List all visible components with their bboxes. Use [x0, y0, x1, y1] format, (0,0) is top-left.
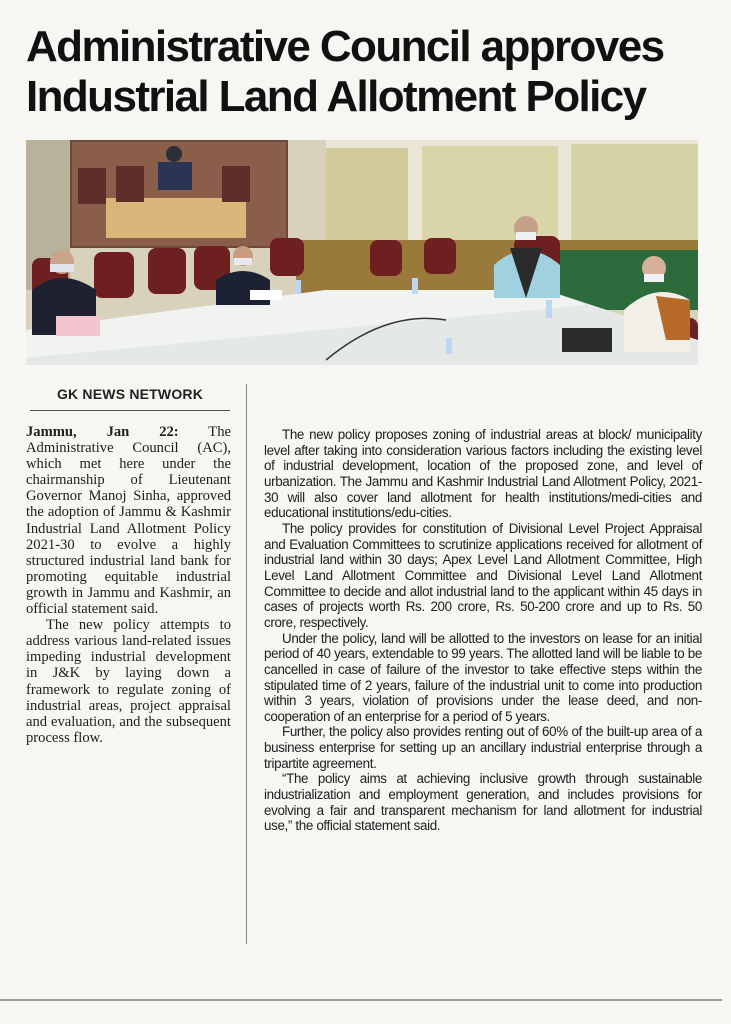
bottom-rule — [0, 999, 722, 1001]
right-paragraph-4: Further, the policy also provides renting out of 60% of the built-up area of a business enterprise for setting up an ancillary industrial enterprise through a tripartite agreement. — [264, 724, 702, 771]
meeting-photo — [26, 140, 698, 365]
left-paragraph-2: The new policy attempts to address various land-related issues impeding industrial development in J&K by laying down a framework to regulate zoning of industrial areas, project appraisal and evaluation, and the subsequent process flow. — [26, 617, 231, 746]
lead-paragraph — [26, 424, 231, 617]
right-paragraph-2: The policy provides for constitution of Divisional Level Project Appraisal and Evaluation Committees to scrutinize applications received for allotment of industrial land within 30 days; Apex Level Land Allotment Committee, High Level Land Allotment Committee and Divisional Level Land Allotment Committee to decide and allot industrial land to the applicant within 45 days in cases of projects worth Rs. 200 crore, Rs. 50-200 crore and up to Rs. 50 crore, respectively. — [264, 520, 702, 630]
lead-text: The Administrative Council (AC), which met here under the chairmanship of Lieutenant Governor Manoj Sinha, approved the adoption of Jammu & Kashmir Industrial Land Allotment Policy 2021-30 to evolve a highly structured industrial land bank for promoting equitable industrial growth in Jammu and Kashmir, an official statement said. — [26, 424, 231, 618]
headline: Administrative Council approves Industrial Land Allotment Policy — [26, 22, 664, 121]
dateline: Jammu, Jan 22: — [26, 424, 179, 440]
left-column — [26, 424, 231, 746]
right-column — [264, 427, 702, 834]
byline: GK NEWS NETWORK — [30, 386, 230, 411]
right-paragraph-1: The new policy proposes zoning of industrial areas at block/ municipality level after taking into consideration various factors including the existing level of industrial development, location of the proposed zone, and level of urbanization. The Jammu and Kashmir Industrial Land Allotment Policy, 2021-30 will also cover land allotment for health institutions/medi-cities and educational institutions/edu-cities. — [264, 427, 702, 521]
column-divider — [246, 384, 247, 944]
right-paragraph-3: Under the policy, land will be allotted to the investors on lease for an initial period of 40 years, extendable to 99 years. The allotted land will be liable to be cancelled in case of failure of the investor to take effective steps within the stipulated time of 2 years, failure of the industrial unit to come into production within 3 years, violation of provisions under the lease deed, and non-cooperation of an enterprise for a period of 5 years. — [264, 630, 702, 724]
right-paragraph-5: “The policy aims at achieving inclusive growth through sustainable industrialization and employment generation, and includes provisions for evolving a fair and transparent mechanism for land allotment for industrial use,” the official statement said. — [264, 771, 702, 834]
